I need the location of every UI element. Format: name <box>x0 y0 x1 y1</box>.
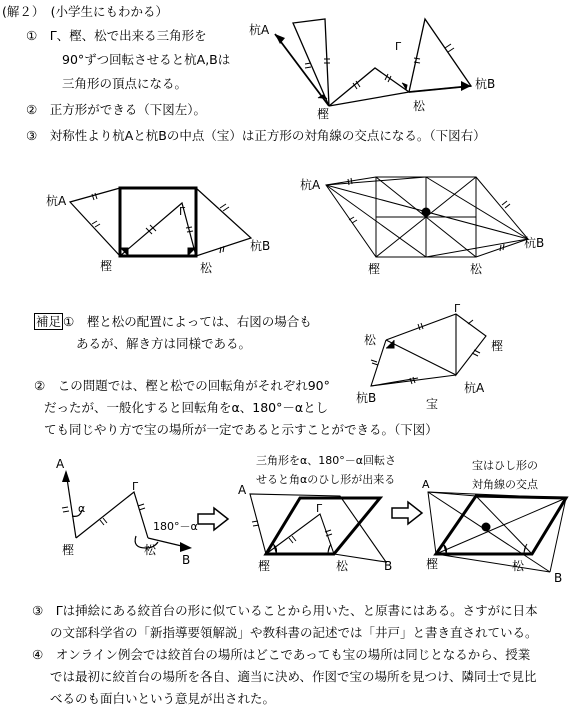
fig5-label-angle: 180°－α <box>153 520 198 533</box>
fig7-label-kashi: 樫 <box>426 557 439 571</box>
note-4-line-2: では最初に絞首台の場所を各自、適当に決め、作図で宝の場所を見つけ、隣同士で見比 <box>50 669 537 684</box>
fig6-label-matsu: 松 <box>336 559 349 573</box>
fig7-label-B: B <box>554 571 563 585</box>
fig5-label-alpha: α <box>78 502 86 515</box>
figure-rhombus-diagonals <box>418 476 580 586</box>
line-4: ② 正方形ができる（下図左）。 <box>26 102 206 117</box>
fig4-label-A: 杭A <box>464 381 485 395</box>
fig7-label-matsu: 松 <box>512 559 525 573</box>
supplement-line-1 <box>34 314 312 330</box>
figure-square-diagonals <box>298 165 558 280</box>
fig2-label-matsu: 松 <box>200 261 213 275</box>
fig4-label-gamma: Γ <box>454 302 461 315</box>
line-3: 三角形の頂点になる。 <box>62 76 188 91</box>
supplement-line-3: ② この問題では、樫と松での回転角がそれぞれ90° <box>34 378 330 393</box>
fig1-label-matsu: 松 <box>413 99 426 113</box>
fig3-label-kashi: 樫 <box>368 262 381 276</box>
fig6-caption-1: 三角形をα、180°－α回転さ <box>256 454 396 467</box>
supplement-line-4: だったが、一般化すると回転角をα、180°－αとし <box>44 400 329 415</box>
fig6-label-gamma: Γ <box>316 502 323 515</box>
figure-square <box>28 178 278 278</box>
fig6-label-kashi: 樫 <box>258 559 271 573</box>
figure-alternate-config <box>356 300 516 415</box>
arrow-right-icon <box>196 506 230 532</box>
fig2-label-gamma: Γ <box>179 205 186 218</box>
note-3-line-1: ③ Γは挿絵にある絞首台の形に似ていることから用いた、と原書にはある。さすがに日本 <box>32 603 538 618</box>
supplement-line-5: ても同じやり方で宝の場所が一定であると示すことができる。（下図） <box>44 422 438 437</box>
fig2-label-B: 杭B <box>250 239 271 253</box>
fig4-label-kashi: 樫 <box>491 339 504 353</box>
figure-general-angle <box>52 456 202 566</box>
fig3-label-B: 杭B <box>524 236 545 250</box>
fig1-label-kashi: 樫 <box>317 107 330 121</box>
fig5-label-matsu: 松 <box>144 543 157 557</box>
figure-rotation <box>245 14 496 121</box>
line-2: 90°ずつ回転させると杭A,Bは <box>62 52 231 67</box>
note-4-line-1: ④ オンライン例会では絞首台の場所はどこであっても宝の場所は同じとなるから、授業 <box>32 647 531 662</box>
supplement-text-1: ① 樫と松の配置によっては、右図の場合も <box>63 314 312 329</box>
note-3-line-2: の文部科学省の「新指導要領解説」や教科書の記述では「井戸」と書き直されている。 <box>50 625 538 640</box>
line-5: ③ 対称性より杭Aと杭Bの中点（宝）は正方形の対角線の交点になる。（下図右） <box>26 128 486 143</box>
fig5-label-gamma: Γ <box>132 480 139 493</box>
note-4-line-3: べるのも面白いという意見が出された。 <box>50 691 276 706</box>
fig4-label-matsu: 松 <box>364 333 377 347</box>
fig6-label-B: B <box>384 559 393 573</box>
fig2-label-kashi: 樫 <box>100 259 113 273</box>
fig7-caption-2: 対角線の交点 <box>472 478 538 491</box>
fig5-label-A: A <box>56 457 65 471</box>
fig1-label-gamma: Γ <box>395 40 402 53</box>
supplement-tag: 補足 <box>36 314 62 329</box>
solution-heading: (解２） (小学生にもわかる） <box>2 4 169 19</box>
fig3-label-A: 杭A <box>300 178 321 192</box>
fig6-label-A: A <box>238 483 247 497</box>
fig5-label-B: B <box>182 553 191 567</box>
fig1-label-A: 杭A <box>249 23 270 37</box>
supplement-line-2: あるが、解き方は同様である。 <box>76 336 252 351</box>
fig5-label-kashi: 樫 <box>62 543 75 557</box>
fig7-caption-1: 宝はひし形の <box>472 459 538 472</box>
line-1: ① Γ、樫、松で出来る三角形を <box>26 28 207 43</box>
fig7-label-A: A <box>422 478 430 491</box>
fig2-label-A: 杭A <box>46 194 67 208</box>
fig4-label-takara: 宝 <box>426 397 439 411</box>
fig6-caption-2: せると角αのひし形が出来る <box>256 473 396 486</box>
fig1-label-B: 杭B <box>475 77 496 91</box>
figure-rhombus <box>232 476 402 576</box>
fig4-label-B: 杭B <box>356 391 377 405</box>
fig3-label-matsu: 松 <box>470 262 483 276</box>
